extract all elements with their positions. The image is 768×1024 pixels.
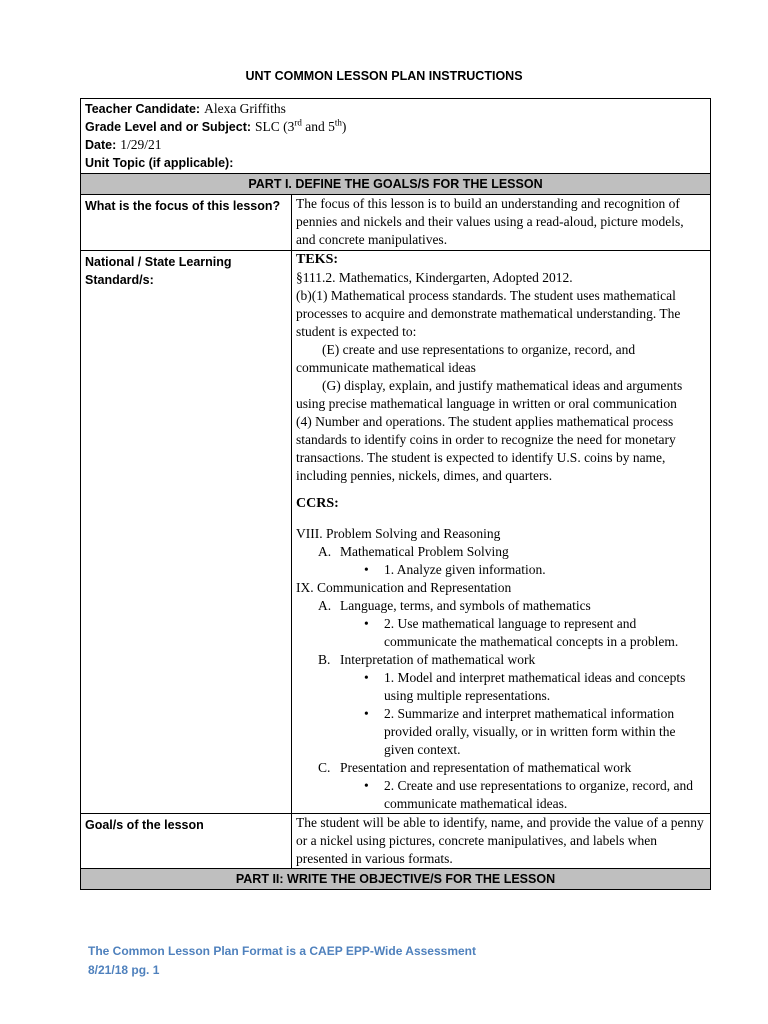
header-cell (81, 99, 711, 174)
ccrs-viii-a-1: • 1. Analyze given information. (296, 561, 706, 579)
unit-topic-label: Unit Topic (if applicable): (85, 156, 234, 170)
standards-label: National / State Learning Standard/s: (81, 251, 292, 814)
footer (88, 942, 476, 980)
teks-heading: TEKS: (296, 252, 339, 267)
lesson-plan-table (80, 98, 711, 890)
teks-4: (4) Number and operations. The student applies mathematical process standards to identify coins in order to recognize the need for monetary transactions. The student is expected to identify U.S. coins by name, including pennies, nickels, dimes, and quarters. (296, 414, 676, 483)
teks-e: (E) create and use representations to organize, record, and communicate mathematical ideas (296, 342, 636, 375)
part1-row (81, 174, 711, 195)
ccrs-ix-a: A. Language, terms, and symbols of mathematics (318, 598, 591, 613)
header-row (81, 99, 711, 174)
goals-row (81, 814, 711, 869)
bullet-icon: • (364, 706, 369, 721)
footer-line-2: 8/21/18 pg. 1 (88, 963, 160, 977)
ccrs-ix-b-1: • 1. Model and interpret mathematical ideas and concepts using multiple representations. (296, 669, 706, 705)
bullet-icon: • (364, 616, 369, 631)
standards-cell (292, 251, 711, 814)
bullet-icon: • (364, 562, 369, 577)
part2-row (81, 869, 711, 890)
goals-label: Goal/s of the lesson (81, 814, 292, 869)
focus-row (81, 195, 711, 251)
bullet-icon: • (364, 778, 369, 793)
part2-heading: PART II: WRITE THE OBJECTIVE/S FOR THE LESSON (81, 869, 711, 890)
ccrs-viii: VIII. Problem Solving and Reasoning (296, 526, 501, 541)
part1-heading: PART I. DEFINE THE GOALS/S FOR THE LESSON (81, 174, 711, 195)
grade-value: SLC (3rd and 5th) (255, 117, 347, 134)
teks-g: (G) display, explain, and justify mathematical ideas and arguments using precise mathematical language in written or oral communication (296, 378, 683, 411)
date-value: 1/29/21 (120, 137, 162, 152)
ccrs-ix-c: C. Presentation and representation of mathematical work (318, 760, 632, 775)
teacher-label: Teacher Candidate: (85, 102, 201, 116)
ccrs-viii-a: A. Mathematical Problem Solving (318, 544, 509, 559)
focus-label: What is the focus of this lesson? (81, 195, 292, 251)
grade-label: Grade Level and or Subject: (85, 120, 252, 134)
ccrs-ix: IX. Communication and Representation (296, 580, 512, 595)
teks-line-1: §111.2. Mathematics, Kindergarten, Adopted 2012. (296, 270, 573, 285)
footer-line-1: The Common Lesson Plan Format is a CAEP EPP-Wide Assessment (88, 944, 476, 958)
bullet-icon: • (364, 670, 369, 685)
standards-row (81, 251, 711, 814)
ccrs-ix-b-2: • 2. Summarize and interpret mathematical information provided orally, visually, or in written form within the given context. (296, 705, 706, 759)
document-title: UNT COMMON LESSON PLAN INSTRUCTIONS (245, 69, 523, 83)
goals-text: The student will be able to identify, name, and provide the value of a penny or a nickel using pictures, concrete manipulatives, and labels when presented in various formats. (292, 814, 711, 869)
date-label: Date: (85, 138, 117, 152)
ccrs-heading: CCRS: (296, 496, 339, 511)
ccrs-ix-a-2: • 2. Use mathematical language to represent and communicate the mathematical concepts in a problem. (296, 615, 706, 651)
ccrs-ix-b: B. Interpretation of mathematical work (318, 652, 536, 667)
focus-text: The focus of this lesson is to build an understanding and recognition of pennies and nickels and their values using a read-aloud, picture models, and concrete manipulatives. (292, 195, 711, 251)
teks-line-2: (b)(1) Mathematical process standards. The student uses mathematical processes to acquire and demonstrate mathematical understanding. The student is expected to: (296, 288, 681, 339)
teacher-value: Alexa Griffiths (204, 101, 286, 116)
ccrs-ix-c-2: • 2. Create and use representations to organize, record, and communicate mathematical ideas. (296, 777, 706, 813)
